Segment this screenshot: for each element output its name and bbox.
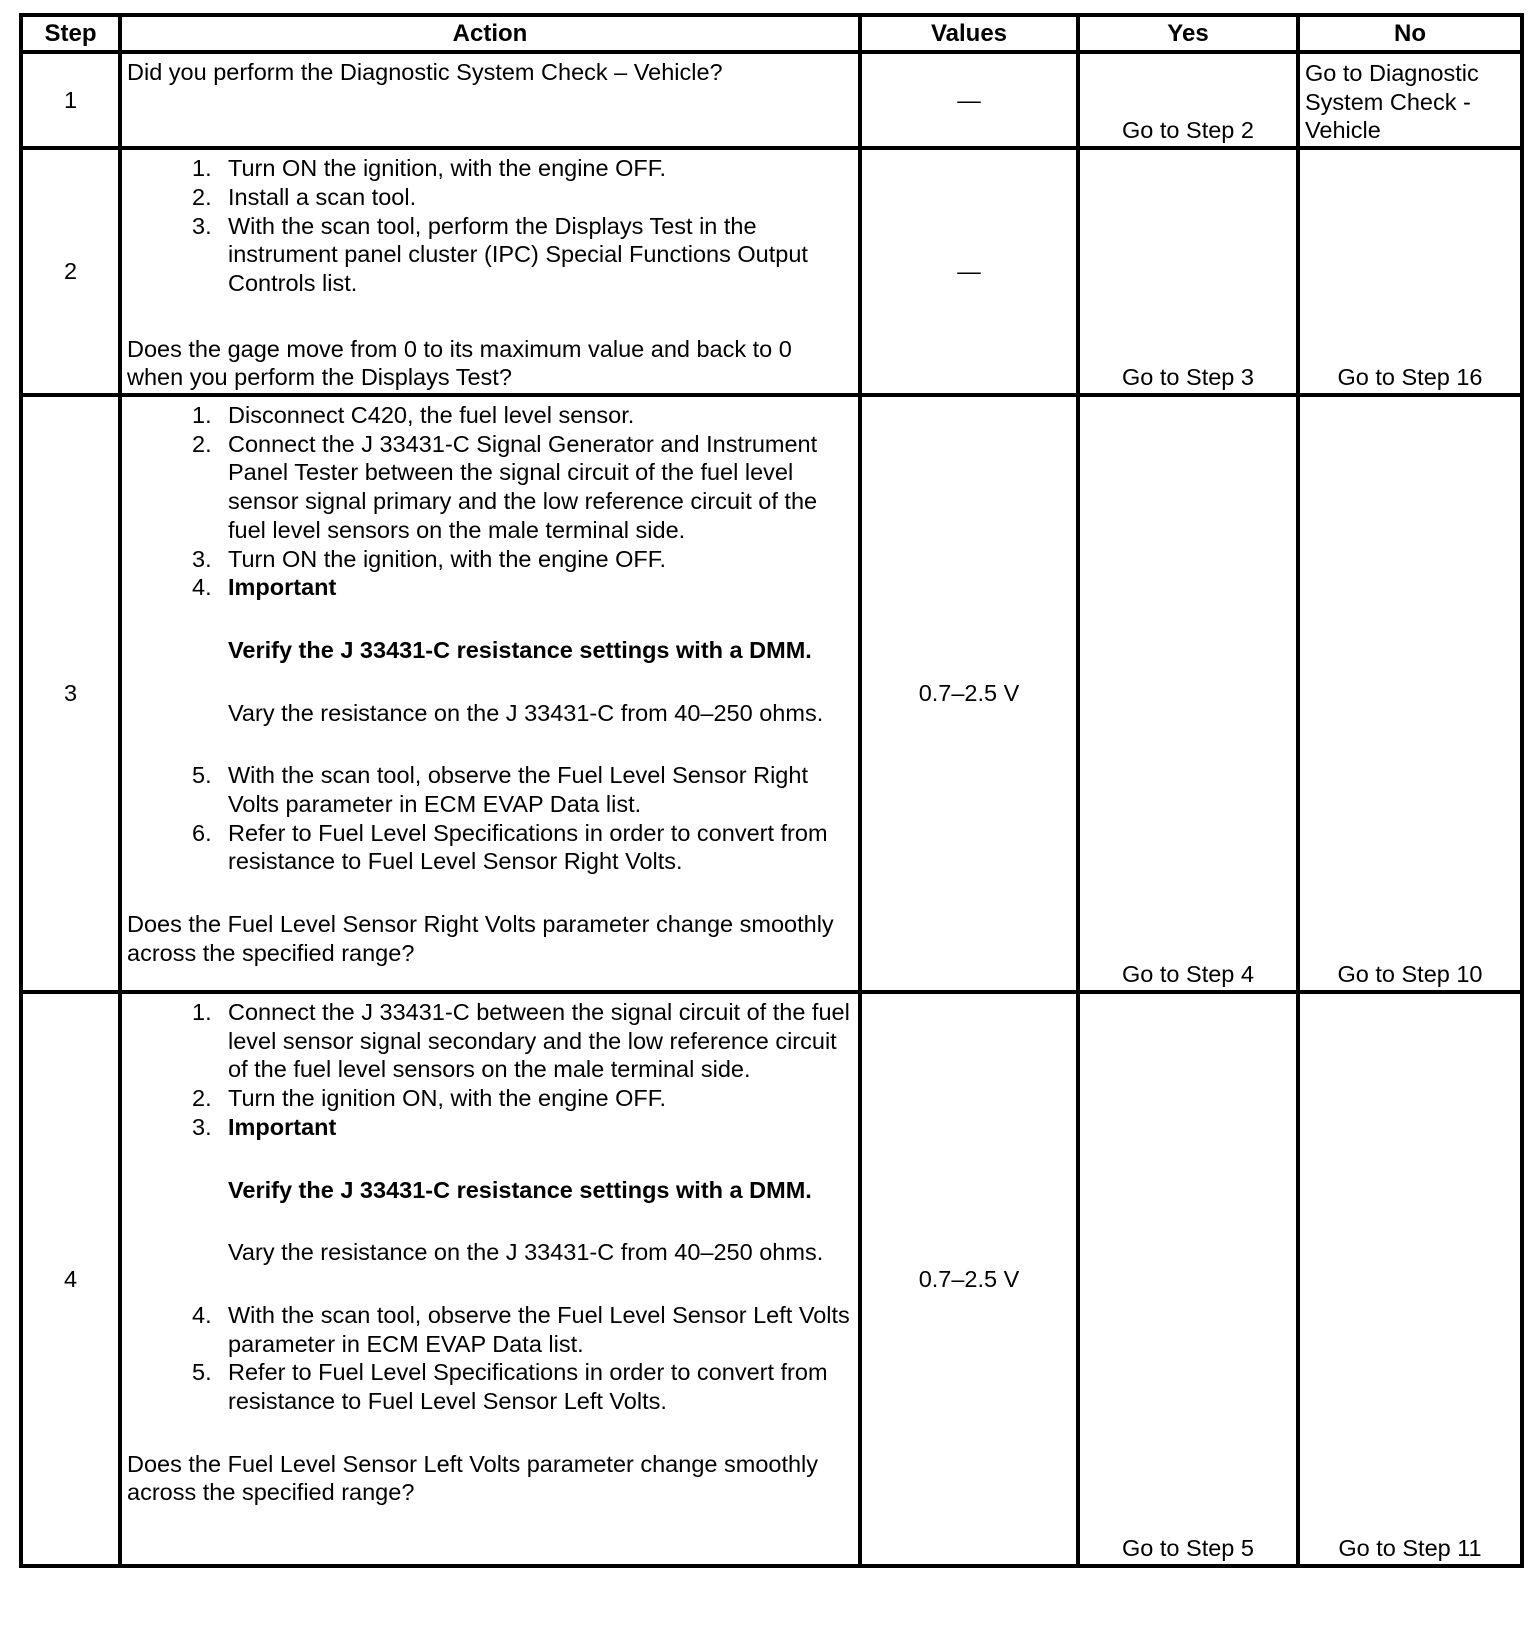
- item-number: 4.: [192, 1301, 212, 1328]
- item-text: Turn ON the ignition, with the engine OFF.: [228, 155, 667, 182]
- list-item: [127, 212, 854, 298]
- no-cell: Go to Step 10: [1298, 395, 1522, 992]
- list-item: [127, 154, 854, 183]
- no-cell: Go to Step 11: [1298, 992, 1522, 1566]
- header-values: Values: [860, 15, 1078, 52]
- header-action: Action: [120, 15, 860, 52]
- item-text: Install a scan tool.: [228, 183, 417, 210]
- action-question: Did you perform the Diagnostic System Check – Vehicle?: [127, 59, 723, 85]
- list-item: [127, 1301, 854, 1358]
- item-number: 2.: [192, 1085, 212, 1112]
- list-item: [127, 1113, 854, 1142]
- item-number: 2.: [192, 183, 212, 210]
- item-text: Refer to Fuel Level Specifications in order to convert from resistance to Fuel Level Sensor Left Volts.: [228, 1359, 828, 1415]
- list-item: [127, 761, 854, 818]
- action-step-list: [127, 998, 854, 1416]
- item-text: With the scan tool, perform the Displays Test in the instrument panel cluster (IPC) Special Functions Output Controls list.: [228, 212, 808, 296]
- list-item: [127, 430, 854, 545]
- action-cell: [120, 148, 860, 395]
- yes-cell: Go to Step 4: [1078, 395, 1298, 992]
- yes-cell: Go to Step 5: [1078, 992, 1298, 1566]
- step-number: 1: [21, 52, 120, 148]
- header-yes: Yes: [1078, 15, 1298, 52]
- yes-cell: Go to Step 2: [1078, 52, 1298, 148]
- action-cell: [120, 52, 860, 148]
- item-number: 6.: [192, 819, 212, 846]
- list-item: [127, 401, 854, 430]
- step-number: 4: [21, 992, 120, 1566]
- list-item-detail: [127, 1142, 854, 1301]
- table-row-step-2: [21, 148, 1522, 395]
- header-no: No: [1298, 15, 1522, 52]
- item-text: Turn ON the ignition, with the engine OFF.: [228, 545, 667, 572]
- value-text: —: [957, 86, 981, 113]
- item-number: 1.: [192, 999, 212, 1026]
- value-cell: 0.7–2.5 V: [860, 395, 1078, 992]
- item-number: 3.: [192, 212, 212, 239]
- item-number: 3.: [192, 1113, 212, 1140]
- action-step-list: [127, 401, 854, 876]
- item-number: 5.: [192, 1359, 212, 1386]
- action-cell: [120, 395, 860, 992]
- instruction-text: Vary the resistance on the J 33431-C from 40–250 ohms.: [228, 699, 824, 726]
- item-text: Refer to Fuel Level Specifications in order to convert from resistance to Fuel Level Sensor Right Volts.: [228, 819, 828, 875]
- diagnostic-table: [19, 13, 1524, 1568]
- item-number: 1.: [192, 155, 212, 182]
- item-number: 4.: [192, 574, 212, 601]
- step-number: 3: [21, 395, 120, 992]
- header-row: [21, 15, 1522, 52]
- list-item: [127, 1084, 854, 1113]
- action-step-list: [127, 154, 854, 298]
- yes-cell: Go to Step 3: [1078, 148, 1298, 395]
- no-cell: Go to Diagnostic System Check - Vehicle: [1298, 52, 1522, 148]
- item-number: 1.: [192, 402, 212, 429]
- action-question: Does the Fuel Level Sensor Left Volts parameter change smoothly across the specified range?: [127, 1450, 819, 1506]
- list-item: [127, 545, 854, 574]
- list-item-detail: [127, 602, 854, 761]
- action-cell: [120, 992, 860, 1566]
- action-question: Does the Fuel Level Sensor Right Volts parameter change smoothly across the specified range?: [127, 911, 834, 966]
- header-step: Step: [21, 15, 120, 52]
- instruction-text: Vary the resistance on the J 33431-C from 40–250 ohms.: [228, 1239, 824, 1266]
- item-text: Turn the ignition ON, with the engine OFF.: [228, 1085, 667, 1112]
- important-note: Verify the J 33431-C resistance settings with a DMM.: [228, 636, 812, 663]
- value-cell: 0.7–2.5 V: [860, 992, 1078, 1566]
- table-row-step-1: [21, 52, 1522, 148]
- important-note: Verify the J 33431-C resistance settings with a DMM.: [228, 1176, 812, 1203]
- item-number: 5.: [192, 762, 212, 789]
- item-number: 3.: [192, 545, 212, 572]
- no-cell: Go to Step 16: [1298, 148, 1522, 395]
- step-number: 2: [21, 148, 120, 395]
- list-item: [127, 183, 854, 212]
- item-text: Connect the J 33431-C Signal Generator and Instrument Panel Tester between the signal circuit of the fuel level sensor signal primary and the low reference circuit of the fuel level sensors on the male terminal side.: [228, 430, 818, 543]
- value-cell: [860, 148, 1078, 395]
- important-label: Important: [228, 574, 337, 601]
- list-item: [127, 1358, 854, 1415]
- list-item: [127, 998, 854, 1084]
- list-item: [127, 819, 854, 876]
- value-cell: [860, 52, 1078, 148]
- table-row-step-4: [21, 992, 1522, 1566]
- important-label: Important: [228, 1113, 337, 1140]
- action-question: Does the gage move from 0 to its maximum value and back to 0 when you perform the Displays Test?: [127, 335, 792, 391]
- table-row-step-3: [21, 395, 1522, 992]
- list-item: [127, 573, 854, 602]
- item-number: 2.: [192, 430, 212, 457]
- item-text: With the scan tool, observe the Fuel Level Sensor Left Volts parameter in ECM EVAP Data list.: [228, 1301, 850, 1357]
- item-text: Disconnect C420, the fuel level sensor.: [228, 402, 635, 429]
- value-text: —: [957, 258, 981, 285]
- item-text: Connect the J 33431-C between the signal circuit of the fuel level sensor signal secondary and the low reference circuit of the fuel level sensors on the male terminal side.: [228, 999, 850, 1083]
- item-text: With the scan tool, observe the Fuel Level Sensor Right Volts parameter in ECM EVAP Data list.: [228, 762, 808, 818]
